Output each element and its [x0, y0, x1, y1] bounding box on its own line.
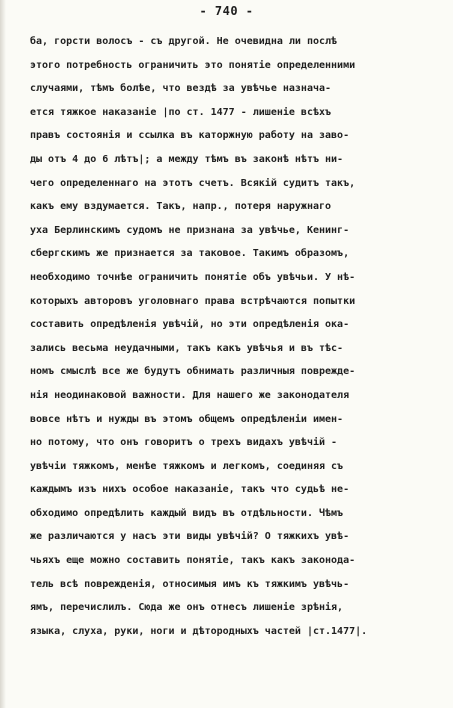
text-line-2: этого потребность ограничить это понятіе определенними	[30, 59, 356, 71]
text-line-5: правъ состоянія и ссылка въ каторжную работу на заво-	[30, 130, 350, 142]
page-edge-shadow	[0, 0, 6, 708]
text-line-17: вовсе нѣтъ и нужды въ этомъ общемъ опредѣленіи имен-	[30, 413, 344, 425]
text-line-19: увѣчіи тяжкомъ, менѣе тяжкомъ и легкомъ, соединяя съ	[30, 460, 344, 472]
text-line-10: сбергскимъ же признается за таковое. Такимъ образомъ,	[30, 248, 350, 260]
text-line-26: языка, слуха, руки, ноги и дѣтородныхъ частей |ст.1477|.	[30, 625, 368, 637]
text-line-18: но потому, что онъ говоритъ о трехъ видахъ увѣчій -	[30, 437, 338, 449]
text-line-12: которыхъ авторовъ уголовнаго права встрѣчаются попытки	[30, 295, 356, 307]
body-text	[30, 30, 445, 643]
text-line-14: зались весьма неудачными, такъ какъ увѣчья и въ тѣс-	[30, 342, 344, 354]
text-line-11: необходимо точнѣе ограничить понятіе объ увѣчьи. У нѣ-	[30, 271, 356, 283]
text-line-3: случаями, тѣмъ болѣе, что вездѣ за увѣчье назнача-	[30, 83, 332, 95]
text-line-16: нія неодинаковой важности. Для нашего же законодателя	[30, 389, 350, 401]
text-line-25: ямъ, перечислилъ. Сюда же онъ отнесъ лишеніе зрѣнія,	[30, 602, 344, 614]
text-line-7: чего определеннаго на этотъ счетъ. Всякій судитъ такъ,	[30, 177, 356, 189]
page-number: - 740 -	[199, 4, 254, 18]
text-line-23: чьяхъ еще можно составить понятіе, такъ какъ законода-	[30, 555, 356, 567]
text-line-15: номъ смыслѣ все же будутъ обнимать различныя поврежде-	[30, 366, 356, 378]
text-line-6: ды отъ 4 до 6 лѣтъ|; а между тѣмъ въ законѣ нѣтъ ни-	[30, 153, 344, 165]
text-line-1: ба, горсти волосъ - съ другой. Не очевидна ли послѣ	[30, 36, 338, 47]
text-line-21: обходимо опредѣлить каждый видъ въ отдѣльности. Чѣмъ	[30, 507, 344, 519]
text-line-13: составить опредѣленія увѣчій, но эти опредѣленія ока-	[30, 319, 350, 331]
text-line-22: же различаются у насъ эти виды увѣчій? О тяжкихъ увѣ-	[30, 531, 350, 543]
text-line-20: каждымъ изъ нихъ особое наказаніе, такъ что судьѣ не-	[30, 484, 350, 496]
text-line-4: ется тяжкое наказаніе |по ст. 1477 - лишеніе всѣхъ	[30, 106, 332, 118]
text-line-24: тель всѣ поврежденія, относимыя имъ къ тяжкимъ увѣчь-	[30, 578, 350, 590]
text-line-9: уха Берлинскимъ судомъ не признана за увѣчье, Кенинг-	[30, 224, 350, 236]
text-line-8: какъ ему вздумается. Такъ, напр., потеря наружнаго	[30, 201, 332, 213]
